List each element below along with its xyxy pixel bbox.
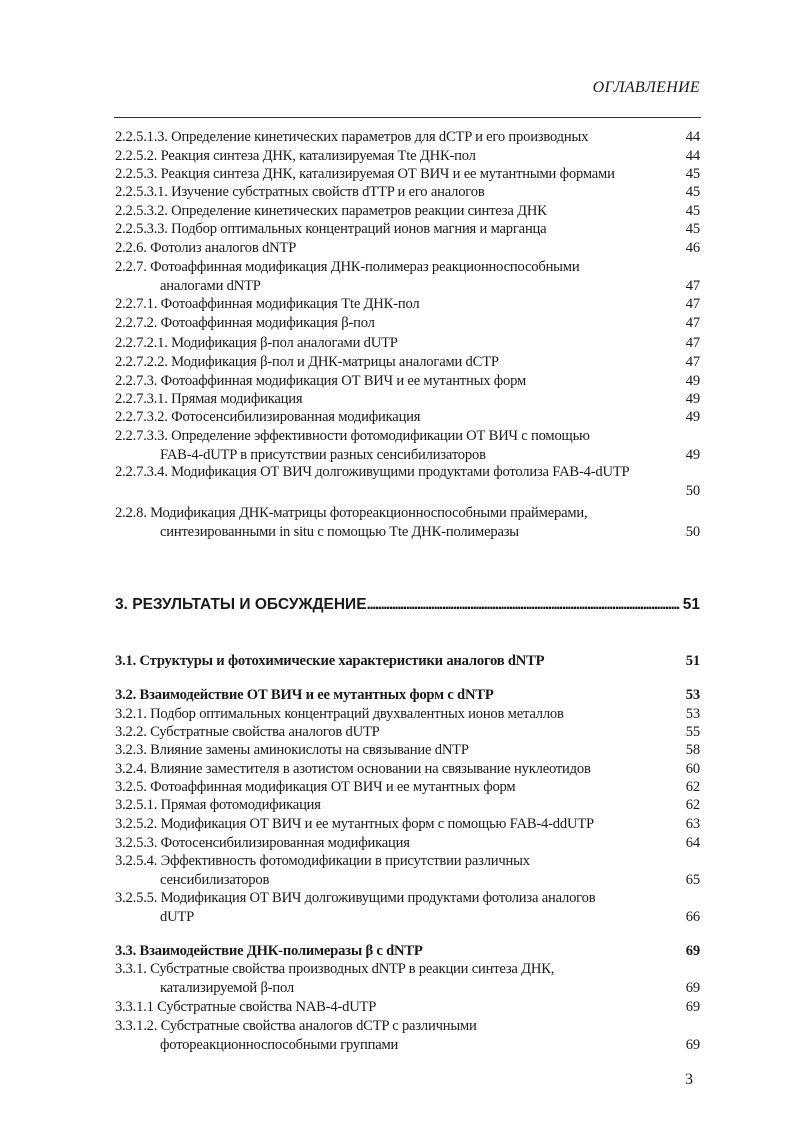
toc-entry-title: 2.2.5.1.3. Определение кинетических параметров для dCTP и его производных	[115, 129, 589, 145]
toc-entry-title: dUTP	[160, 908, 195, 925]
toc-entry-page: 62	[685, 779, 700, 795]
toc-entry-line[interactable]	[115, 463, 700, 481]
toc-entry-line[interactable]	[115, 815, 700, 833]
toc-entry-title: 3.2.5.2. Модификация ОТ ВИЧ и ее мутантных форм с помощью FAB-4-ddUTP	[115, 816, 594, 832]
toc-entry-page: 47	[685, 296, 700, 312]
toc-entry-line[interactable]	[115, 889, 700, 907]
toc-entry-title: аналогами dNTP	[160, 278, 261, 294]
toc-entry-line[interactable]	[115, 760, 700, 778]
toc-entry-line[interactable]	[115, 258, 700, 276]
toc-entry-line[interactable]	[115, 1036, 700, 1054]
toc-entry-page: 55	[685, 724, 700, 740]
toc-entry-title: 3.2.5.3. Фотосенсибилизированная модификация	[115, 835, 410, 851]
toc-entry-page: 65	[685, 871, 700, 888]
toc-entry-title: сенсибилизаторов	[160, 871, 270, 888]
toc-entry-line[interactable]	[115, 652, 700, 670]
toc-entry-page: 49	[685, 373, 700, 389]
toc-entry-title: 2.2.5.2. Реакция синтеза ДНК, катализируемая Tte ДНК-пол	[115, 148, 476, 164]
toc-entry-line[interactable]	[115, 202, 700, 220]
toc-entry-title: 3.2.5. Фотоаффинная модификация ОТ ВИЧ и ее мутантных форм	[115, 779, 516, 795]
toc-entry-title: 3.1. Структуры и фотохимические характеристики аналогов dNTP	[115, 653, 545, 669]
toc-entry-title: 3.2.5.1. Прямая фотомодификация	[115, 797, 321, 813]
toc-entry-page: 47	[685, 278, 700, 294]
toc-entry-page: 47	[685, 354, 700, 370]
toc-entry-page: 49	[685, 391, 700, 407]
toc-entry-line[interactable]	[115, 1017, 700, 1035]
running-head: ОГЛАВЛЕНИЕ	[592, 79, 700, 96]
toc-entry-line[interactable]	[115, 408, 700, 426]
toc-entry-line[interactable]	[115, 165, 700, 183]
toc-entry-page: 44	[685, 148, 700, 164]
toc-entry-page: 66	[685, 908, 700, 925]
toc-entry-page: 47	[685, 315, 700, 331]
chapter-page: 51	[682, 596, 700, 613]
toc-entry-title: 2.2.7.3. Фотоаффинная модификация ОТ ВИЧ и ее мутантных форм	[115, 373, 527, 389]
toc-entry-page: 63	[685, 816, 700, 832]
toc-entry-page: 69	[685, 999, 700, 1015]
toc-entry-page: 69	[685, 943, 700, 959]
toc-entry-page: 44	[685, 129, 700, 145]
toc-entry-title: 3.2. Взаимодействие ОТ ВИЧ и ее мутантных форм с dNTP	[115, 687, 494, 703]
toc-entry-line[interactable]	[115, 942, 700, 960]
toc-entry-title: 2.2.5.3.3. Подбор оптимальных концентраций ионов магния и марганца	[115, 221, 547, 237]
toc-entry-title: 2.2.5.3. Реакция синтеза ДНК, катализируемая ОТ ВИЧ и ее мутантными формами	[115, 166, 615, 182]
toc-entry-line[interactable]	[115, 334, 700, 352]
toc-entry-page: 64	[685, 835, 700, 851]
toc-entry-page: 46	[685, 240, 700, 256]
toc-entry-line[interactable]	[115, 960, 700, 978]
page-number: 3	[685, 1071, 693, 1088]
toc-entry-line[interactable]	[115, 871, 700, 889]
toc-entry-title	[115, 482, 160, 500]
toc-entry-line[interactable]	[115, 778, 700, 796]
toc-entry-line[interactable]	[115, 834, 700, 852]
toc-entry-page: 69	[685, 979, 700, 996]
toc-entry-line[interactable]	[115, 372, 700, 390]
toc-entry-title: 2.2.7.3.1. Прямая модификация	[115, 391, 303, 407]
toc-entry-line[interactable]	[115, 504, 700, 522]
header-rule	[114, 117, 701, 118]
toc-entry-title: 3.2.5.4. Эффективность фотомодификации в присутствии различных	[115, 853, 530, 869]
toc-entry-line[interactable]	[115, 390, 700, 408]
toc-entry-line[interactable]	[115, 427, 700, 445]
toc-entry-page: 50	[685, 483, 700, 499]
toc-entry-page: 45	[685, 184, 700, 200]
toc-entry-line[interactable]	[115, 686, 700, 704]
toc-entry-page: 58	[685, 742, 700, 758]
toc-entry-line[interactable]	[115, 998, 700, 1016]
chapter-heading[interactable]	[115, 596, 700, 614]
toc-entry-line[interactable]	[115, 239, 700, 257]
toc-entry-title: 3.2.5.5. Модификация ОТ ВИЧ долгоживущими продуктами фотолиза аналогов	[115, 890, 596, 906]
toc-entry-line[interactable]	[115, 128, 700, 146]
toc-entry-page: 53	[685, 687, 700, 703]
toc-entry-line[interactable]	[115, 979, 700, 997]
toc-entry-page: 47	[685, 335, 700, 351]
toc-entry-line[interactable]	[115, 741, 700, 759]
toc-entry-line[interactable]	[115, 314, 700, 332]
toc-entry-title: 3.2.3. Влияние замены аминокислоты на связывание dNTP	[115, 742, 469, 758]
chapter-leader-dots: ................................................................................................................	[366, 596, 679, 613]
toc-entry-title: 2.2.7.3.2. Фотосенсибилизированная модификация	[115, 409, 421, 425]
toc-entry-title: 3.3.1.2. Субстратные свойства аналогов dCTP с различными	[115, 1018, 477, 1034]
toc-entry-line[interactable]	[115, 353, 700, 371]
toc-entry-line[interactable]	[115, 220, 700, 238]
toc-entry-title: 2.2.7.2.1. Модификация β-пол аналогами dUTP	[115, 335, 398, 351]
toc-entry-title: 3.2.1. Подбор оптимальных концентраций двухвалентных ионов металлов	[115, 706, 564, 722]
toc-entry-title: 2.2.6. Фотолиз аналогов dNTP	[115, 240, 297, 256]
toc-entry-page: 50	[685, 524, 700, 540]
toc-entry-title: фотореакционноспособными группами	[160, 1036, 399, 1053]
toc-entry-line[interactable]	[115, 796, 700, 814]
toc-entry-line[interactable]	[115, 295, 700, 313]
toc-entry-title: FAB-4-dUTP в присутствии разных сенсибилизаторов	[160, 447, 486, 463]
toc-entry-title: 3.2.4. Влияние заместителя в азотистом основании на связывание нуклеотидов	[115, 761, 591, 777]
toc-entry-title: 3.3.1.1 Субстратные свойства NAB-4-dUTP	[115, 999, 377, 1015]
toc-entry-page: 69	[685, 1036, 700, 1053]
toc-entry-title: 2.2.8. Модификация ДНК-матрицы фотореакционноспособными праймерами,	[115, 505, 588, 521]
toc-entry-line[interactable]	[115, 908, 700, 926]
toc-entry-line[interactable]	[115, 852, 700, 870]
toc-entry-page: 45	[685, 166, 700, 182]
toc-entry-line[interactable]	[115, 705, 700, 723]
toc-entry-title: 2.2.5.3.2. Определение кинетических параметров реакции синтеза ДНК	[115, 203, 547, 219]
toc-entry-title: 3.3.1. Субстратные свойства производных dNTP в реакции синтеза ДНК,	[115, 961, 555, 977]
toc-entry-page: 51	[685, 653, 700, 669]
toc-entry-title: 2.2.7.3.3. Определение эффективности фотомодификации ОТ ВИЧ с помощью	[115, 428, 590, 444]
toc-entry-page: 60	[685, 761, 700, 777]
toc-entry-page: 62	[685, 797, 700, 813]
toc-entry-page: 45	[685, 221, 700, 237]
toc-entry-title: 2.2.7. Фотоаффинная модификация ДНК-полимераз реакционноспособными	[115, 259, 580, 275]
toc-entry-page: 49	[685, 447, 700, 463]
toc-entry-title: катализируемой β-пол	[160, 979, 294, 996]
toc-entry-title: 2.2.7.2. Фотоаффинная модификация β-пол	[115, 315, 375, 331]
toc-entry-title: синтезированными in situ с помощью Tte ДНК-полимеразы	[160, 524, 519, 540]
toc-entry-line[interactable]	[115, 723, 700, 741]
toc-entry-title: 2.2.7.1. Фотоаффинная модификация Tte ДНК-пол	[115, 296, 420, 312]
toc-entry-line[interactable]	[115, 446, 700, 464]
toc-entry-title: 3.3. Взаимодействие ДНК-полимеразы β с dNTP	[115, 943, 423, 959]
toc-entry-line[interactable]	[115, 147, 700, 165]
toc-entry-line[interactable]	[115, 523, 700, 541]
toc-entry-line[interactable]	[115, 482, 700, 500]
toc-entry-line[interactable]	[115, 183, 700, 201]
toc-entry-page: 45	[685, 203, 700, 219]
toc-entry-line[interactable]	[115, 277, 700, 295]
toc-entry-title: 2.2.7.2.2. Модификация β-пол и ДНК-матрицы аналогами dCTP	[115, 354, 499, 370]
toc-entry-page: 49	[685, 409, 700, 425]
toc-entry-title: 2.2.5.3.1. Изучение субстратных свойств dTTP и его аналогов	[115, 184, 485, 200]
toc-entry-page: 53	[685, 706, 700, 722]
toc-entry-title: 2.2.7.3.4. Модификация ОТ ВИЧ долгоживущими продуктами фотолиза FAB-4-dUTP	[115, 464, 630, 480]
toc-entry-title: 3.2.2. Субстратные свойства аналогов dUTP	[115, 724, 380, 740]
chapter-title: 3. РЕЗУЛЬТАТЫ И ОБСУЖДЕНИЕ	[115, 596, 367, 613]
